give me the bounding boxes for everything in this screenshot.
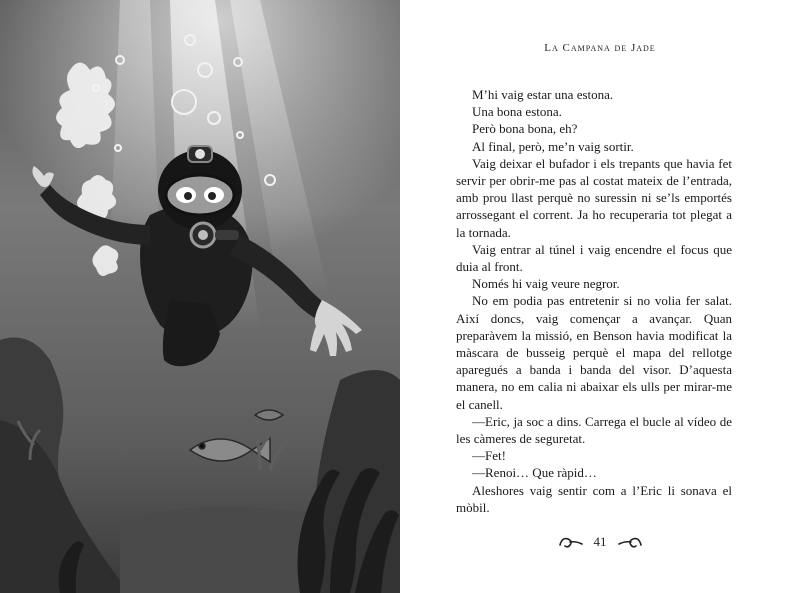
paragraph: Però bona bona, eh? xyxy=(472,121,578,137)
page-number: 41 xyxy=(593,534,607,549)
paragraph: —Eric, ja soc a dins. Carrega el bucle al vídeo de les càmeres de seguretat. xyxy=(456,413,732,447)
paragraph: Vaig deixar el bufador i els trepants que havia fet servir per obrir-me pas al costat mateix de l’entrada, amb prou llast perquè no suressin ni se’ls emportés arrossegant el corrent. Ja ho recuperaria tot plegat a la tornada. xyxy=(456,155,732,240)
running-head: La Campana de Jade xyxy=(544,42,656,54)
paragraph: No em podia pas entretenir si no volia fer salat. Així doncs, vaig començar a avançar. Quan preparàvem la missió, en Benson havia modificat la màscara de busseig perquè el mapa del rellotge aparegués a banda i banda del visor. D’aquesta manera, no em calia ni abaixar els ulls per mirar-me el canell. xyxy=(456,293,732,412)
paragraph: Aleshores vaig sentir com a l’Eric li sonava el mòbil. xyxy=(456,482,732,515)
paragraph: M’hi vaig estar una estona. xyxy=(472,87,614,102)
paragraph: Una bona estona. xyxy=(472,104,562,120)
paragraph: —Fet! xyxy=(472,448,506,464)
swirl-ornament-icon xyxy=(558,535,584,549)
page-footer xyxy=(400,534,800,550)
swirl-ornament-icon xyxy=(617,535,643,549)
paragraph: —Renoi… Que ràpid… xyxy=(472,465,597,481)
paragraph: Només hi vaig veure negror. xyxy=(472,276,620,292)
body-text xyxy=(456,86,732,516)
paragraph: Al final, però, me’n vaig sortir. xyxy=(472,138,634,154)
text-page xyxy=(400,0,800,593)
paragraph: Vaig entrar al túnel i vaig encendre el focus que duia al front. xyxy=(456,241,732,275)
